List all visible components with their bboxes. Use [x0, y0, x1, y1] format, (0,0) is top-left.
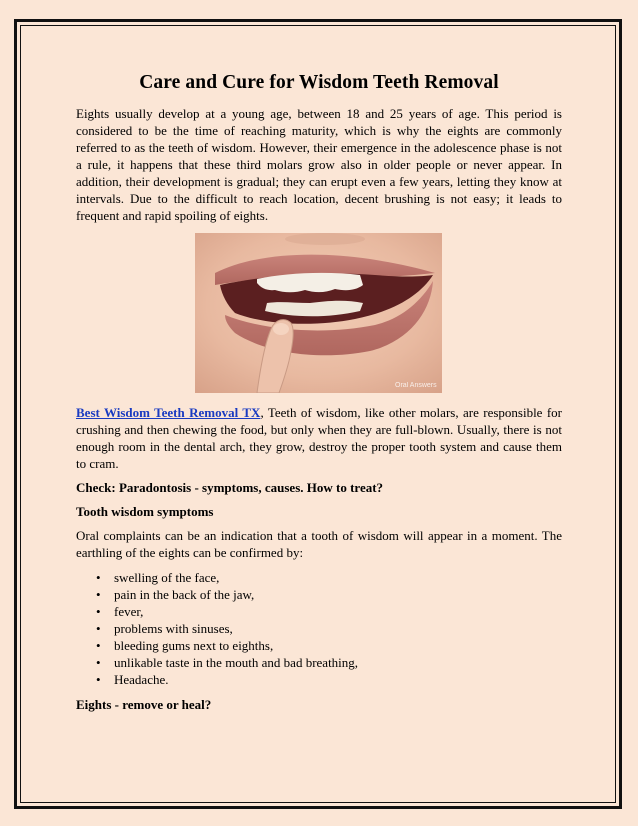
symptoms-heading: Tooth wisdom symptoms	[76, 504, 214, 519]
best-wisdom-teeth-removal-link[interactable]: Best Wisdom Teeth Removal TX	[76, 405, 261, 420]
paragraph-teeth-function	[76, 404, 562, 472]
document-title: Care and Cure for Wisdom Teeth Removal	[139, 72, 499, 93]
mouth-photo	[195, 233, 442, 393]
list-item: • fever,	[96, 604, 144, 619]
list-item: • swelling of the face,	[96, 570, 220, 585]
photo-watermark: Oral Answers	[395, 382, 437, 389]
bullet: •	[96, 672, 101, 687]
bullet: •	[96, 570, 101, 585]
symptoms-list	[76, 569, 562, 688]
bullet: •	[96, 587, 101, 602]
intro-paragraph: Eights usually develop at a young age, between 18 and 25 years of age. This period is considered to be the time of reaching maturity, which is why the eights are commonly referred to as the teeth of wisdom. However, their emergence in the adolescence phase is not a rule, it happens that these third molars grow also in older people or never appear. In addition, their development is gradual; they can erupt even a few years, letting they know at intervals. Due to the difficult to reach location, decent brushing is not easy; it leads to frequent and rapid spoiling of eights.	[76, 106, 562, 223]
mouth-photo-illustration	[195, 233, 442, 393]
check-line: Check: Paradontosis - symptoms, causes. How to treat?	[76, 480, 384, 495]
bullet: •	[96, 655, 101, 670]
symptoms-intro: Oral complaints can be an indication that a tooth of wisdom will appear in a moment. The earthling of the eights can be confirmed by:	[76, 528, 562, 560]
bullet: •	[96, 638, 101, 653]
document-content	[76, 72, 562, 720]
bullet: •	[96, 621, 101, 636]
list-item: • bleeding gums next to eighths,	[96, 638, 274, 653]
list-item: • unlikable taste in the mouth and bad breathing,	[96, 655, 359, 670]
final-heading: Eights - remove or heal?	[76, 697, 212, 712]
list-item: • Headache.	[96, 672, 169, 687]
bullet: •	[96, 604, 101, 619]
list-item: • problems with sinuses,	[96, 621, 233, 636]
list-item: • pain in the back of the jaw,	[96, 587, 255, 602]
paragraph-teeth-function-text: , Teeth of wisdom, like other molars, are responsible for crushing and then chewing the food, but only when they are full-blown. Usually, there is not enough room in the dental arch, they grow, destroy the proper tooth system and cause them to cram.	[76, 405, 562, 471]
